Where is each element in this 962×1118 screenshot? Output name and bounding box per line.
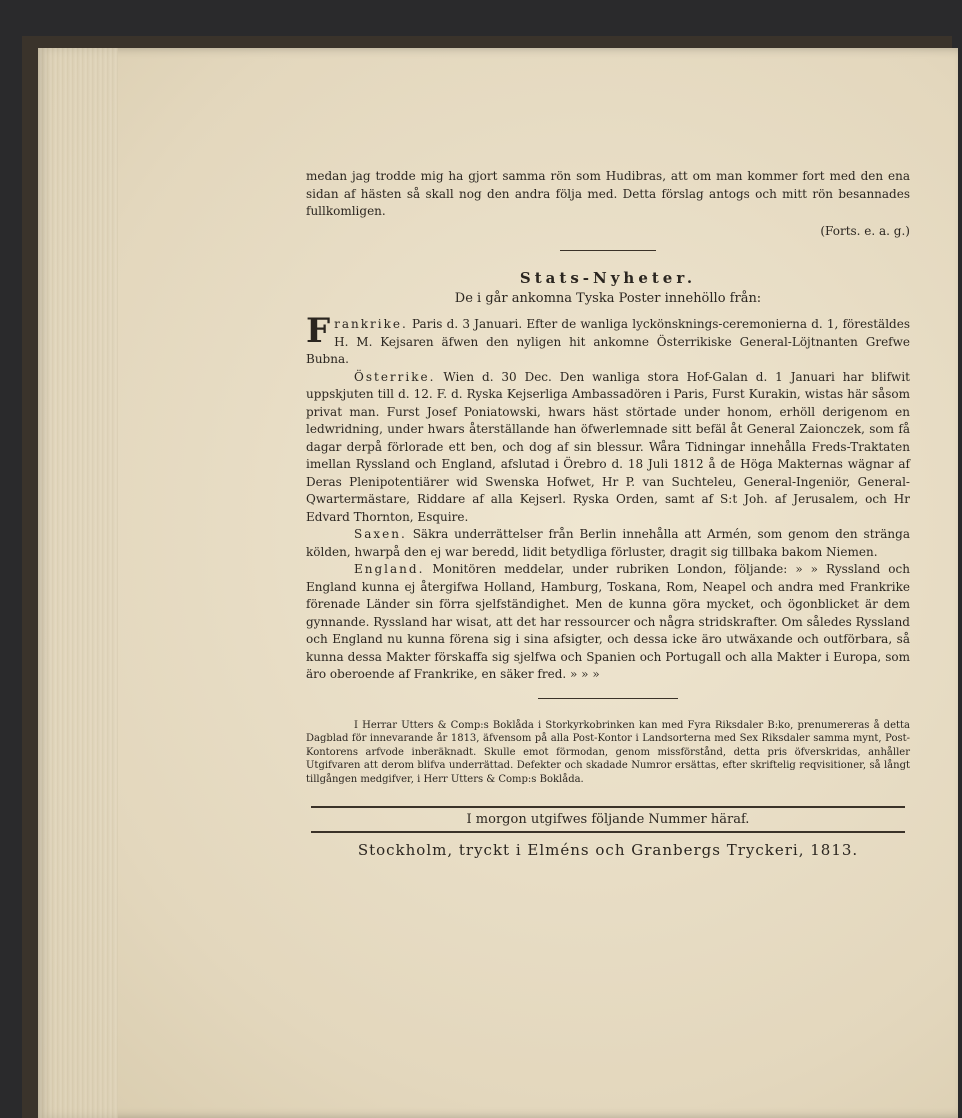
frankrike-text: Paris d. 3 Januari. Efter de wanliga lyckönsknings-ceremonierna d. 1, förestäldes H. M. Kejsaren äfwen den nyligen hit ankomne Österrikiske General-Löjtnanten Grefwe Bubna. — [306, 317, 910, 366]
england-label: England. — [354, 562, 425, 576]
osterrike-label: Österrike. — [354, 369, 436, 384]
frankrike-label: rankrike. — [334, 317, 408, 331]
saxen-label: Saxen. — [354, 527, 407, 541]
page-text — [306, 168, 910, 859]
osterrike-text: Wien d. 30 Dec. Den wanliga stora Hof-Galan d. 1 Januari har blifwit uppskjuten till d. 12. F. d. Ryska Kejserliga Ambassadören i Paris, Furst Kurakin, wistas här såsom privat man. Furst Josef Poniatowski, hwars häst störtade under honom, erhöll derigenom en ledwridning, under hwars återställande han öfwerlemnade sitt befäl åt General Zaionczek, som få dagar derpå förlorade ett ben, och dog af sin blessur. Wåra Tidningar innehålla Freds-Traktaten imellan Ryssland och England, afslutad i Örebro d. 18 Juli 1812 å de Höga Makternas wägnar af Deras Plenipotentiärer wid Swenska Hofwet, Hr P. van Suchteleu, General-Ingeniör, General-Qwartermästare, Riddare af alla Kejserl. Ryska Orden, samt af S:t Joh. af Jerusalem, och Hr Edvard Thornton, Esquire. — [306, 369, 910, 524]
footer-rule-top — [311, 806, 905, 808]
footer-rule-bottom — [311, 831, 905, 833]
subscription-notice: I Herrar Utters & Comp:s Boklåda i Storkyrkobrinken kan med Fyra Riksdaler B:ko, prenumereras å detta Dagblad för innevarande år 1813, äfvensom på alla Post-Kontor i Landsorterna med Sex Riksdaler samma mynt, Post-Kontorens arfvode inberäknadt. Skulle emot förmodan, genom missförstånd, detta pris öfverskridas, anhåller Utgifvaren att derom blifva underrättad. Defekter och skadade Numror ersättas, efter skriftelig reqvisitioner, så långt tillgången medgifver, i Herr Utters & Comp:s Boklåda. — [306, 719, 910, 785]
saxen-text: Säkra underrättelser från Berlin innehålla att Armén, som genom den stränga kölden, hwarpå den ej war beredd, lidit betydliga förluster, dragit sig tillbaka bakom Niemen. — [306, 527, 910, 559]
frankrike-section — [306, 311, 910, 369]
saxen-section — [306, 526, 910, 561]
england-text: Monitören meddelar, under rubriken London, följande: » » Ryssland och England kunna ej återgifwa Holland, Hamburg, Toskana, Rom, Neapel och andra med Frankrike förenade Länder sin förra sjelfständighet. Men de kunna göra mycket, och ögonblicket är dem gynnande. Ryssland har wisat, att det har ressourcer och några stridskrafter. Om således Ryssland och England nu kunna förena sig i sina afsigter, och dessa icke äro utwäxande och outförbara, så kunna dessa Makter förskaffa sig sjelfwa och Spanien och Portugall och alla Makter i Europa, som äro oberoende af Frankrike, en säker fred. » » » — [306, 562, 910, 681]
section-divider — [560, 250, 656, 251]
notice-divider — [538, 698, 678, 699]
news-subheading: De i går ankomna Tyska Poster innehöllo från: — [454, 291, 762, 306]
next-issue-note: I morgon utgifwes följande Nummer häraf. — [466, 812, 750, 827]
frankrike-dropcap: F — [306, 311, 331, 351]
page-stack-edge — [38, 48, 118, 1118]
osterrike-section — [306, 369, 910, 527]
printer-imprint: Stockholm, tryckt i Elméns och Granbergs Tryckeri, 1813. — [357, 841, 859, 859]
continuation-note: (Forts. e. a. g.) — [820, 223, 910, 238]
continuation-paragraph: medan jag trodde mig ha gjort samma rön som Hudibras, att om man kommer fort med den ena sidan af hästen så skall nog den andra följa med. Detta förslag antogs och mitt rön besannades fullkomligen. — [306, 169, 910, 218]
news-heading: Stats-Nyheter. — [519, 269, 697, 287]
england-section — [306, 561, 910, 684]
